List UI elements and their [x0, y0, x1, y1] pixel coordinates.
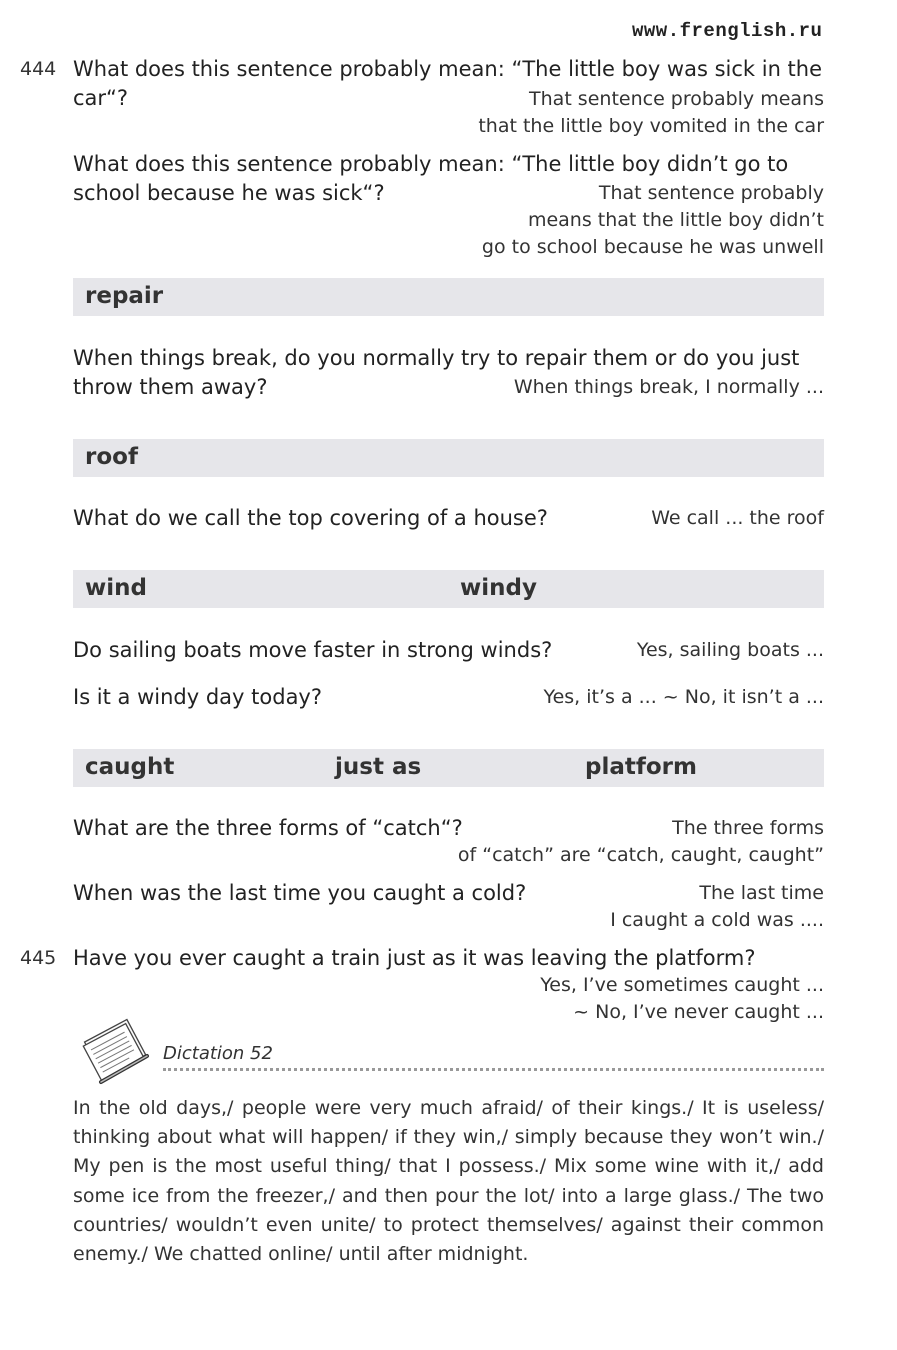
- notepad-pencil-icon: [73, 1018, 161, 1086]
- answer-three-forms: [458, 815, 824, 869]
- vocab-word: wind: [85, 575, 147, 601]
- answer-line: That sentence probably means: [529, 88, 824, 110]
- dictation-text: In the old days,/ people were very much afraid/ of their kings./ It is useless/ thinking about what will happen/ if they win,/ simply because they won’t win./ My pen is the most useful thing/ that I possess./ Mix some wine with it,/ add some ice from the freezer,/ and then pour the lot/ into a large glass./ The two countries/ wouldn’t even unite/ to protect themselves/ against their common enemy./ We chatted online/ until after midnight.: [73, 1097, 824, 1266]
- vocab-word: platform: [585, 754, 697, 780]
- answer-line: The last time: [699, 882, 824, 904]
- question-line: What does this sentence probably mean: “The little boy didn’t go to: [73, 152, 789, 176]
- answer-line: go to school because he was unwell: [481, 236, 824, 258]
- answer-windy-day: [544, 684, 825, 711]
- vocab-bar-caught: [73, 749, 824, 787]
- answer-line: Yes, I’ve sometimes caught ...: [540, 974, 824, 996]
- answer-line: means that the little boy didn’t: [527, 209, 824, 231]
- answer-line: Yes, it’s a ... ~ No, it isn’t a ...: [543, 686, 824, 708]
- answer-repair: [514, 374, 824, 401]
- question-line: Have you ever caught a train just as it was leaving the platform?: [73, 946, 756, 970]
- question-line: When things break, do you normally try to repair them or do you just: [73, 346, 800, 370]
- answer-roof: [651, 505, 824, 532]
- vocab-bar-roof: [73, 439, 824, 477]
- question-line: What do we call the top covering of a house?: [73, 506, 548, 530]
- question-line: Is it a windy day today?: [73, 685, 323, 709]
- answer-line: We call ... the roof: [651, 507, 824, 529]
- answer-didnt-go-to-school: [482, 180, 824, 261]
- answer-line: Yes, sailing boats ...: [636, 639, 824, 661]
- question-line: Do sailing boats move faster in strong winds?: [73, 638, 553, 662]
- question-line: car“?: [73, 86, 129, 110]
- question-line: When was the last time you caught a cold?: [73, 881, 527, 905]
- answer-caught-cold: [610, 880, 824, 934]
- vocab-word: caught: [85, 754, 175, 780]
- question-line: school because he was sick“?: [73, 181, 385, 205]
- answer-line: that the little boy vomited in the car: [478, 115, 824, 137]
- question-caught-train: [73, 944, 824, 973]
- page-number-444: 444: [20, 58, 57, 80]
- answer-sick-in-car: [478, 86, 824, 140]
- question-line: throw them away?: [73, 375, 268, 399]
- answer-line: of “catch” are “catch, caught, caught”: [457, 844, 824, 866]
- answer-caught-train: [540, 972, 824, 1026]
- vocab-word: windy: [460, 575, 537, 601]
- site-url[interactable]: www.frenglish.ru: [632, 20, 823, 42]
- page-number-445: 445: [20, 947, 57, 969]
- vocab-bar-wind: [73, 570, 824, 608]
- answer-line: I caught a cold was ....: [610, 909, 824, 931]
- question-line: What are the three forms of “catch“?: [73, 816, 463, 840]
- dotted-divider: [163, 1068, 824, 1071]
- dictation-title: Dictation 52: [163, 1043, 273, 1064]
- vocab-word: roof: [85, 444, 138, 470]
- answer-line: ~ No, I’ve never caught ...: [573, 1001, 824, 1023]
- vocab-word: just as: [335, 754, 422, 780]
- question-line: What does this sentence probably mean: “The little boy was sick in the: [73, 57, 823, 81]
- answer-sailing-boats: [637, 637, 824, 664]
- vocab-word: repair: [85, 283, 164, 309]
- vocab-bar-repair: [73, 278, 824, 316]
- answer-line: That sentence probably: [598, 182, 824, 204]
- answer-line: When things break, I normally ...: [513, 376, 824, 398]
- answer-line: The three forms: [672, 817, 824, 839]
